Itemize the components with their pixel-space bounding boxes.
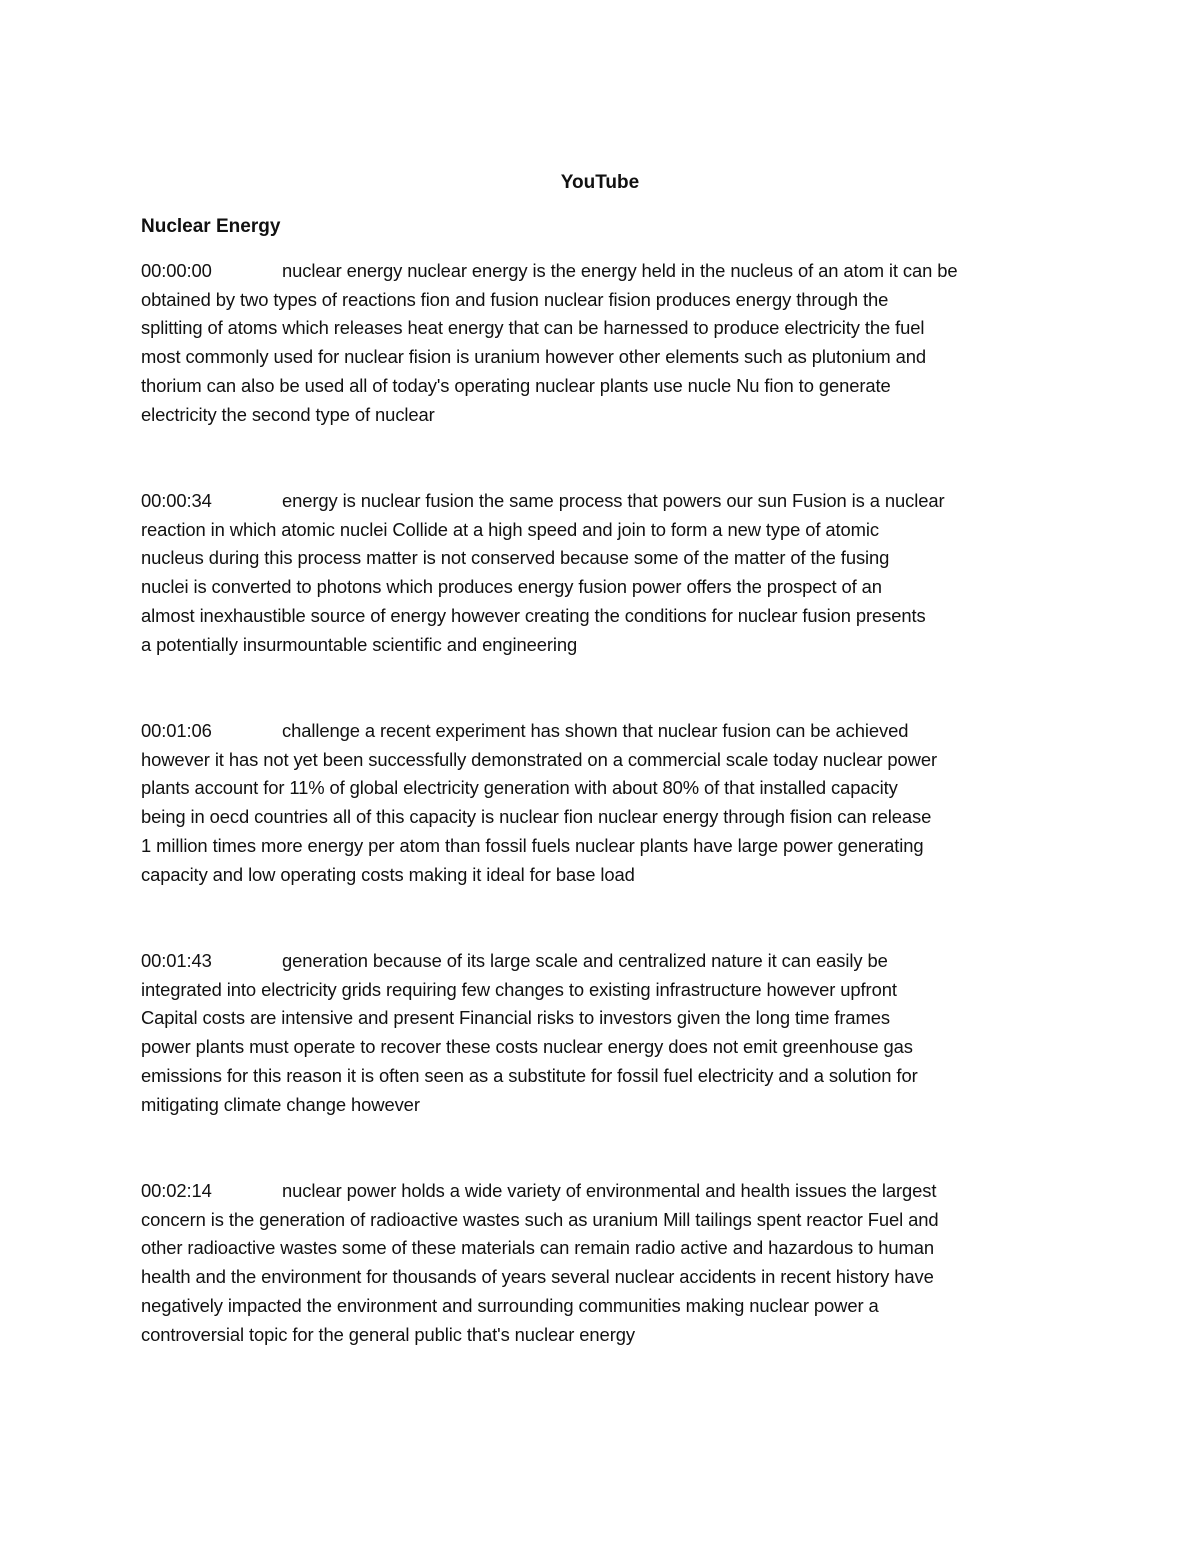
segment-line: almost inexhaustible source of energy however creating the conditions for nuclear fusion presents xyxy=(141,604,926,626)
segment-text: generation because of its large scale and centralized nature it can easily be xyxy=(282,950,888,971)
segment-line: however it has not yet been successfully demonstrated on a commercial scale today nuclear power xyxy=(141,748,938,770)
segment-line: obtained by two types of reactions fion and fusion nuclear fision produces energy through the xyxy=(141,288,889,310)
document-title: YouTube xyxy=(560,172,640,193)
segment-timestamp: 00:00:00 xyxy=(141,260,212,281)
transcript-segment xyxy=(141,947,1061,1119)
segment-line: health and the environment for thousands of years several nuclear accidents in recent history have xyxy=(141,1266,934,1288)
segment-text: nuclear energy nuclear energy is the energy held in the nucleus of an atom it can be xyxy=(282,260,958,281)
segment-line: other radioactive wastes some of these materials can remain radio active and hazardous to human xyxy=(141,1237,934,1259)
segment-line: capacity and low operating costs making it ideal for base load xyxy=(141,863,635,885)
segment-text: energy is nuclear fusion the same process that powers our sun Fusion is a nuclear xyxy=(282,490,945,511)
segment-line: nuclei is converted to photons which produces energy fusion power offers the prospect of an xyxy=(141,576,882,598)
segment-line: most commonly used for nuclear fision is uranium however other elements such as plutonium and xyxy=(141,346,926,368)
segment-line: controversial topic for the general public that's nuclear energy xyxy=(141,1323,635,1345)
transcript-segment xyxy=(141,1177,1061,1349)
segment-timestamp: 00:01:43 xyxy=(141,950,212,971)
segment-line: being in oecd countries all of this capacity is nuclear fion nuclear energy through fision can release xyxy=(141,806,932,828)
segment-line xyxy=(141,717,1061,746)
transcript-segment xyxy=(141,487,1061,659)
segment-line: emissions for this reason it is often seen as a substitute for fossil fuel electricity and a solution for xyxy=(141,1064,918,1086)
segment-line xyxy=(141,1177,1061,1206)
segment-line: mitigating climate change however xyxy=(141,1093,420,1115)
segment-line: reaction in which atomic nuclei Collide at a high speed and join to form a new type of atomic xyxy=(141,518,879,540)
segment-line: concern is the generation of radioactive wastes such as uranium Mill tailings spent reactor Fuel and xyxy=(141,1208,939,1230)
segment-line: a potentially insurmountable scientific and engineering xyxy=(141,633,578,655)
segment-timestamp: 00:00:34 xyxy=(141,490,212,511)
segment-line: thorium can also be used all of today's operating nuclear plants use nucle Nu fion to generate xyxy=(141,374,891,396)
transcript-segment xyxy=(141,257,1061,429)
segment-line: Capital costs are intensive and present Financial risks to investors given the long time frames xyxy=(141,1007,890,1029)
transcript-segment xyxy=(141,717,1061,889)
segment-line: nucleus during this process matter is not conserved because some of the matter of the fusing xyxy=(141,547,890,569)
segment-line: integrated into electricity grids requiring few changes to existing infrastructure however upfront xyxy=(141,978,897,1000)
segment-text: challenge a recent experiment has shown that nuclear fusion can be achieved xyxy=(282,720,909,741)
segment-line xyxy=(141,257,1061,286)
document-heading: Nuclear Energy xyxy=(141,216,281,237)
segment-line xyxy=(141,487,1061,516)
segment-line: 1 million times more energy per atom than fossil fuels nuclear plants have large power generating xyxy=(141,834,924,856)
segment-line: plants account for 11% of global electricity generation with about 80% of that installed capacity xyxy=(141,777,898,799)
segment-timestamp: 00:02:14 xyxy=(141,1180,212,1201)
segment-line xyxy=(141,947,1061,976)
segment-text: nuclear power holds a wide variety of environmental and health issues the largest xyxy=(282,1180,937,1201)
segment-line: power plants must operate to recover these costs nuclear energy does not emit greenhouse gas xyxy=(141,1036,913,1058)
segment-line: splitting of atoms which releases heat energy that can be harnessed to produce electricity the fuel xyxy=(141,317,925,339)
segment-timestamp: 00:01:06 xyxy=(141,720,212,741)
segment-line: negatively impacted the environment and surrounding communities making nuclear power a xyxy=(141,1294,879,1316)
segment-line: electricity the second type of nuclear xyxy=(141,403,435,425)
